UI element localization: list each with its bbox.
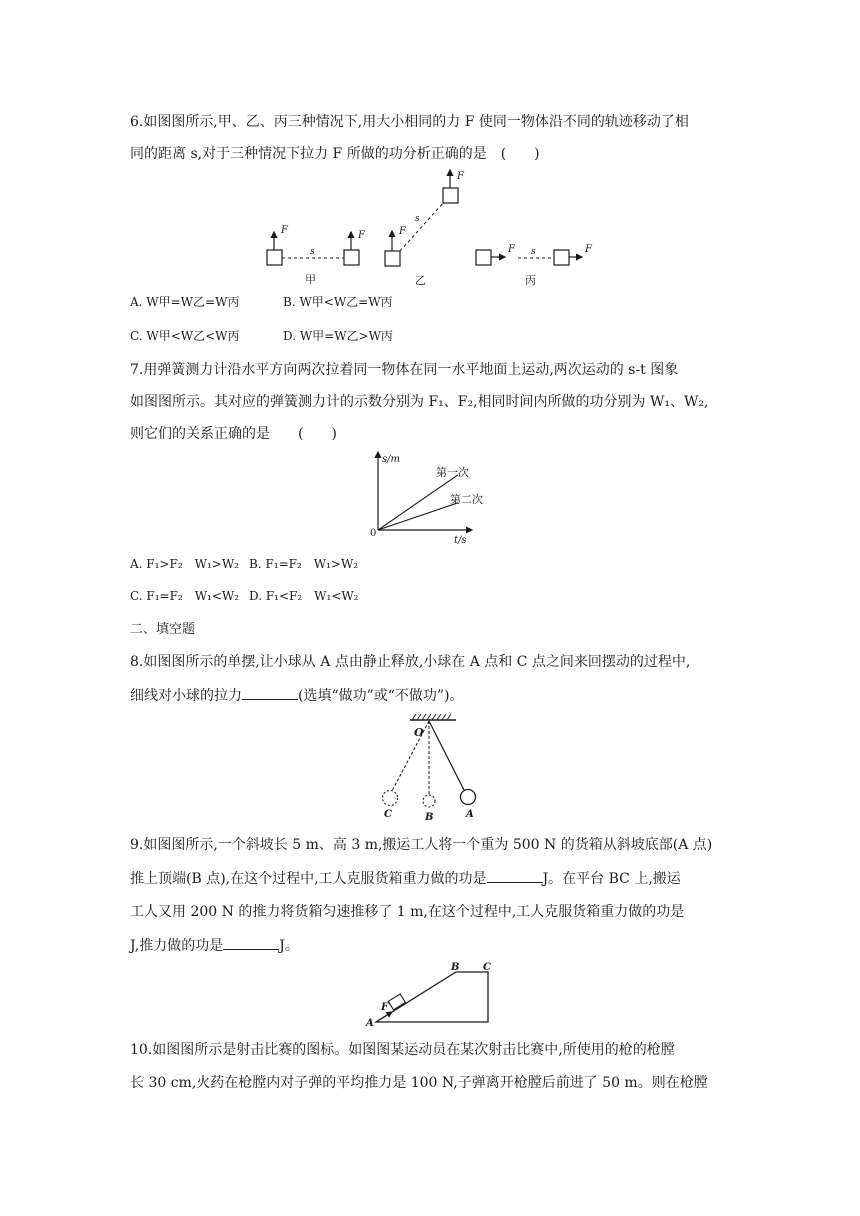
answer-blank[interactable]	[242, 685, 298, 700]
q7-option-d: D. F₁<F₂ W₁<W₂	[249, 589, 359, 603]
case-label-yi: 乙	[415, 274, 426, 287]
q9-text-line3: 工人又用 200 N 的推力将货箱匀速推移了 1 m,在这个过程中,工人克服货箱重力做的功是	[130, 904, 685, 920]
q9-line2-after: J。在平台 BC 上,搬运	[542, 871, 681, 887]
pivot-label: O	[414, 726, 424, 739]
force-label: F	[281, 225, 288, 236]
y-axis-label: s/m	[382, 454, 400, 465]
q6-figure	[260, 166, 600, 290]
case-label-bing: 丙	[525, 274, 536, 287]
q9-line4-after: J。	[279, 938, 299, 954]
q7-option-c: C. F₁=F₂ W₁<W₂	[130, 589, 240, 603]
q10-text-line1: 10.如图图所示是射击比赛的图标。如图图某运动员在某次射击比赛中,所使用的枪的枪膛	[130, 1042, 675, 1058]
case-yi-diagram	[385, 170, 465, 287]
q6-text-line2: 同的距离 s,对于三种情况下拉力 F 所做的功分析正确的是 ( )	[130, 146, 540, 162]
distance-label: s	[531, 247, 536, 257]
q7-option-a: A. F₁>F₂ W₁>W₂	[130, 557, 239, 571]
ball-at-b	[423, 795, 435, 807]
force-label: F	[508, 244, 515, 255]
q7-text-line2: 如图图所示。其对应的弹簧测力计的示数分别为 F₁、F₂,相同时间内所做的功分别为 W₁、W₂,	[130, 394, 709, 410]
force-label: F	[358, 230, 365, 241]
crate	[388, 994, 405, 1010]
ball-at-a	[461, 790, 476, 805]
q9-text-line2	[130, 868, 681, 889]
point-label-b: B	[451, 962, 460, 973]
section-title: 二、填空题	[130, 622, 196, 637]
pendulum-figure	[378, 712, 488, 822]
q7-text-line1: 7.用弹簧测力计沿水平方向两次拉着同一物体在同一水平地面上运动,两次运动的 s-t 图象	[130, 362, 679, 378]
q8-text-line1: 8.如图图所示的单摆,让小球从 A 点由静止释放,小球在 A 点和 C 点之间来回摆动的过程中,	[130, 654, 691, 670]
distance-label: s	[310, 247, 315, 257]
q10-text-line2: 长 30 cm,火药在枪膛内对子弹的平均推力是 100 N,子弹离开枪膛后前进了 50 m。则在枪膛	[130, 1075, 708, 1091]
case-jia-diagram	[267, 225, 366, 286]
q9-line2-before: 推上顶端(B 点),在这个过程中,工人克服货箱重力做的功是	[130, 871, 487, 887]
point-label-b: B	[425, 812, 434, 823]
q9-line4-before: J,推力做的功是	[130, 938, 224, 954]
q9-text-line1: 9.如图图所示,一个斜坡长 5 m、高 3 m,搬运工人将一个重为 500 N 的货箱从斜坡底部(A 点)	[130, 837, 713, 853]
q6-option-a: A. W甲=W乙=W丙	[130, 295, 240, 309]
distance-label: s	[415, 214, 420, 224]
q7-option-b: B. F₁=F₂ W₁>W₂	[249, 557, 359, 571]
force-label: F	[585, 244, 592, 255]
q6-option-c: C. W甲<W乙<W丙	[130, 329, 240, 343]
x-axis-label: t/s	[454, 535, 467, 546]
series-line-second	[378, 503, 458, 530]
ramp-figure	[366, 960, 496, 1030]
q6-text-line1: 6.如图图所示,甲、乙、丙三种情况下,用大小相同的力 F 使同一物体沿不同的轨迹移动了相	[130, 114, 689, 130]
q7-text-line3: 则它们的关系正确的是 ( )	[130, 426, 337, 442]
series-label-first: 第一次	[436, 466, 469, 479]
q8-line2-after: (选填“做功”或“不做功”)。	[298, 688, 464, 704]
force-label: F	[381, 1002, 389, 1013]
force-label: F	[399, 226, 406, 237]
answer-blank[interactable]	[223, 935, 279, 950]
point-label-c: C	[384, 809, 392, 820]
series-label-second: 第二次	[450, 493, 483, 506]
point-label-a: A	[466, 809, 474, 820]
point-label-a: A	[366, 1018, 374, 1029]
st-chart	[360, 448, 490, 548]
point-label-c: C	[483, 962, 491, 973]
q6-option-b: B. W甲<W乙=W丙	[283, 295, 393, 309]
q8-line2-before: 细线对小球的拉力	[130, 688, 242, 704]
answer-blank[interactable]	[487, 868, 543, 883]
series-line-first	[378, 475, 458, 530]
q6-option-d: D. W甲=W乙>W丙	[283, 329, 393, 343]
q8-text-line2	[130, 685, 464, 706]
q9-text-line4	[130, 935, 299, 956]
case-bing-diagram	[476, 244, 593, 287]
force-label: F	[457, 171, 464, 182]
ball-at-c	[383, 791, 398, 806]
origin-label: 0	[370, 528, 377, 539]
case-label-jia: 甲	[305, 273, 316, 286]
